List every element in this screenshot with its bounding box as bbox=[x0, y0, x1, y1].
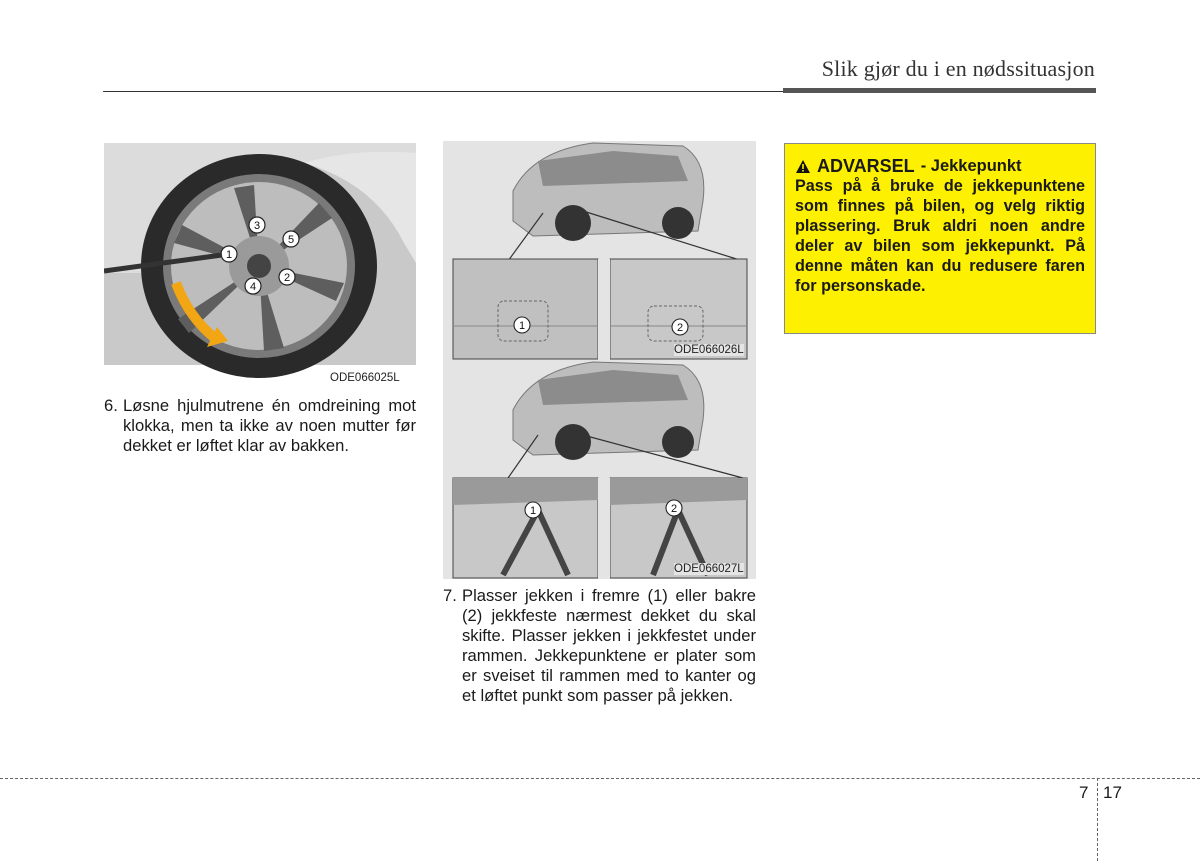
jack-points-figure bbox=[443, 141, 756, 360]
jack-point-label-2: 2 bbox=[676, 322, 684, 334]
jack-placement-label-1: 1 bbox=[529, 505, 537, 517]
nut-label-5: 5 bbox=[287, 234, 295, 246]
nut-label-1: 1 bbox=[225, 249, 233, 261]
warning-text: Pass på å bruke de jekkepunktene som finnes på bilen, og velg riktig plassering. Bruk aldri noen andre deler av bilen som jekkepunkt. På denne måten kan du redusere faren for personskade. bbox=[795, 177, 1085, 295]
figure-code: ODE066026L bbox=[674, 344, 744, 356]
warning-box bbox=[784, 143, 1096, 334]
jack-placement-label-2: 2 bbox=[670, 503, 678, 515]
warning-triangle-icon bbox=[795, 159, 811, 174]
section-number: 7 bbox=[1079, 783, 1089, 802]
footer-divider bbox=[1097, 778, 1098, 861]
nut-label-3: 3 bbox=[253, 220, 261, 232]
jack-point-label-1: 1 bbox=[518, 320, 526, 332]
figure-code: ODE066025L bbox=[330, 372, 400, 384]
header-rule bbox=[103, 91, 783, 92]
nut-label-4: 4 bbox=[249, 281, 257, 293]
footer-rule bbox=[0, 778, 1200, 779]
warning-subtitle: - Jekkepunkt bbox=[920, 157, 1022, 175]
wheel-illustration bbox=[104, 143, 416, 391]
step-text: Løsne hjulmutrene én omdreining mot klokka, men ta ikke av noen mutter før dekket er løftet klar av bakken. bbox=[123, 396, 416, 455]
warning-title: ADVARSEL bbox=[817, 156, 915, 176]
step-7 bbox=[443, 586, 756, 706]
wheel-nut-figure bbox=[104, 143, 416, 391]
nut-label-2: 2 bbox=[283, 272, 291, 284]
step-6 bbox=[104, 396, 416, 456]
jack-placement-figure bbox=[443, 360, 756, 579]
warning-heading bbox=[795, 156, 1085, 176]
step-number: 6. bbox=[104, 396, 118, 415]
step-text: Plasser jekken i fremre (1) eller bakre (2) jekkfeste nærmest dekket du skal skifte. Plasser jekken i jekkfestet under rammen. Jekkepunktene er plater som er sveiset til rammen med to kanter og et løftet punkt som passer på jekken. bbox=[462, 586, 756, 705]
jack-placement-illustration bbox=[443, 360, 756, 579]
header-rule-accent bbox=[783, 88, 1096, 93]
running-header-title: Slik gjør du i en nødssituasjon bbox=[821, 56, 1095, 81]
jack-points-illustration bbox=[443, 141, 756, 360]
figure-code: ODE066027L bbox=[674, 563, 744, 575]
step-number: 7. bbox=[443, 586, 457, 605]
page-number: 17 bbox=[1103, 783, 1122, 802]
